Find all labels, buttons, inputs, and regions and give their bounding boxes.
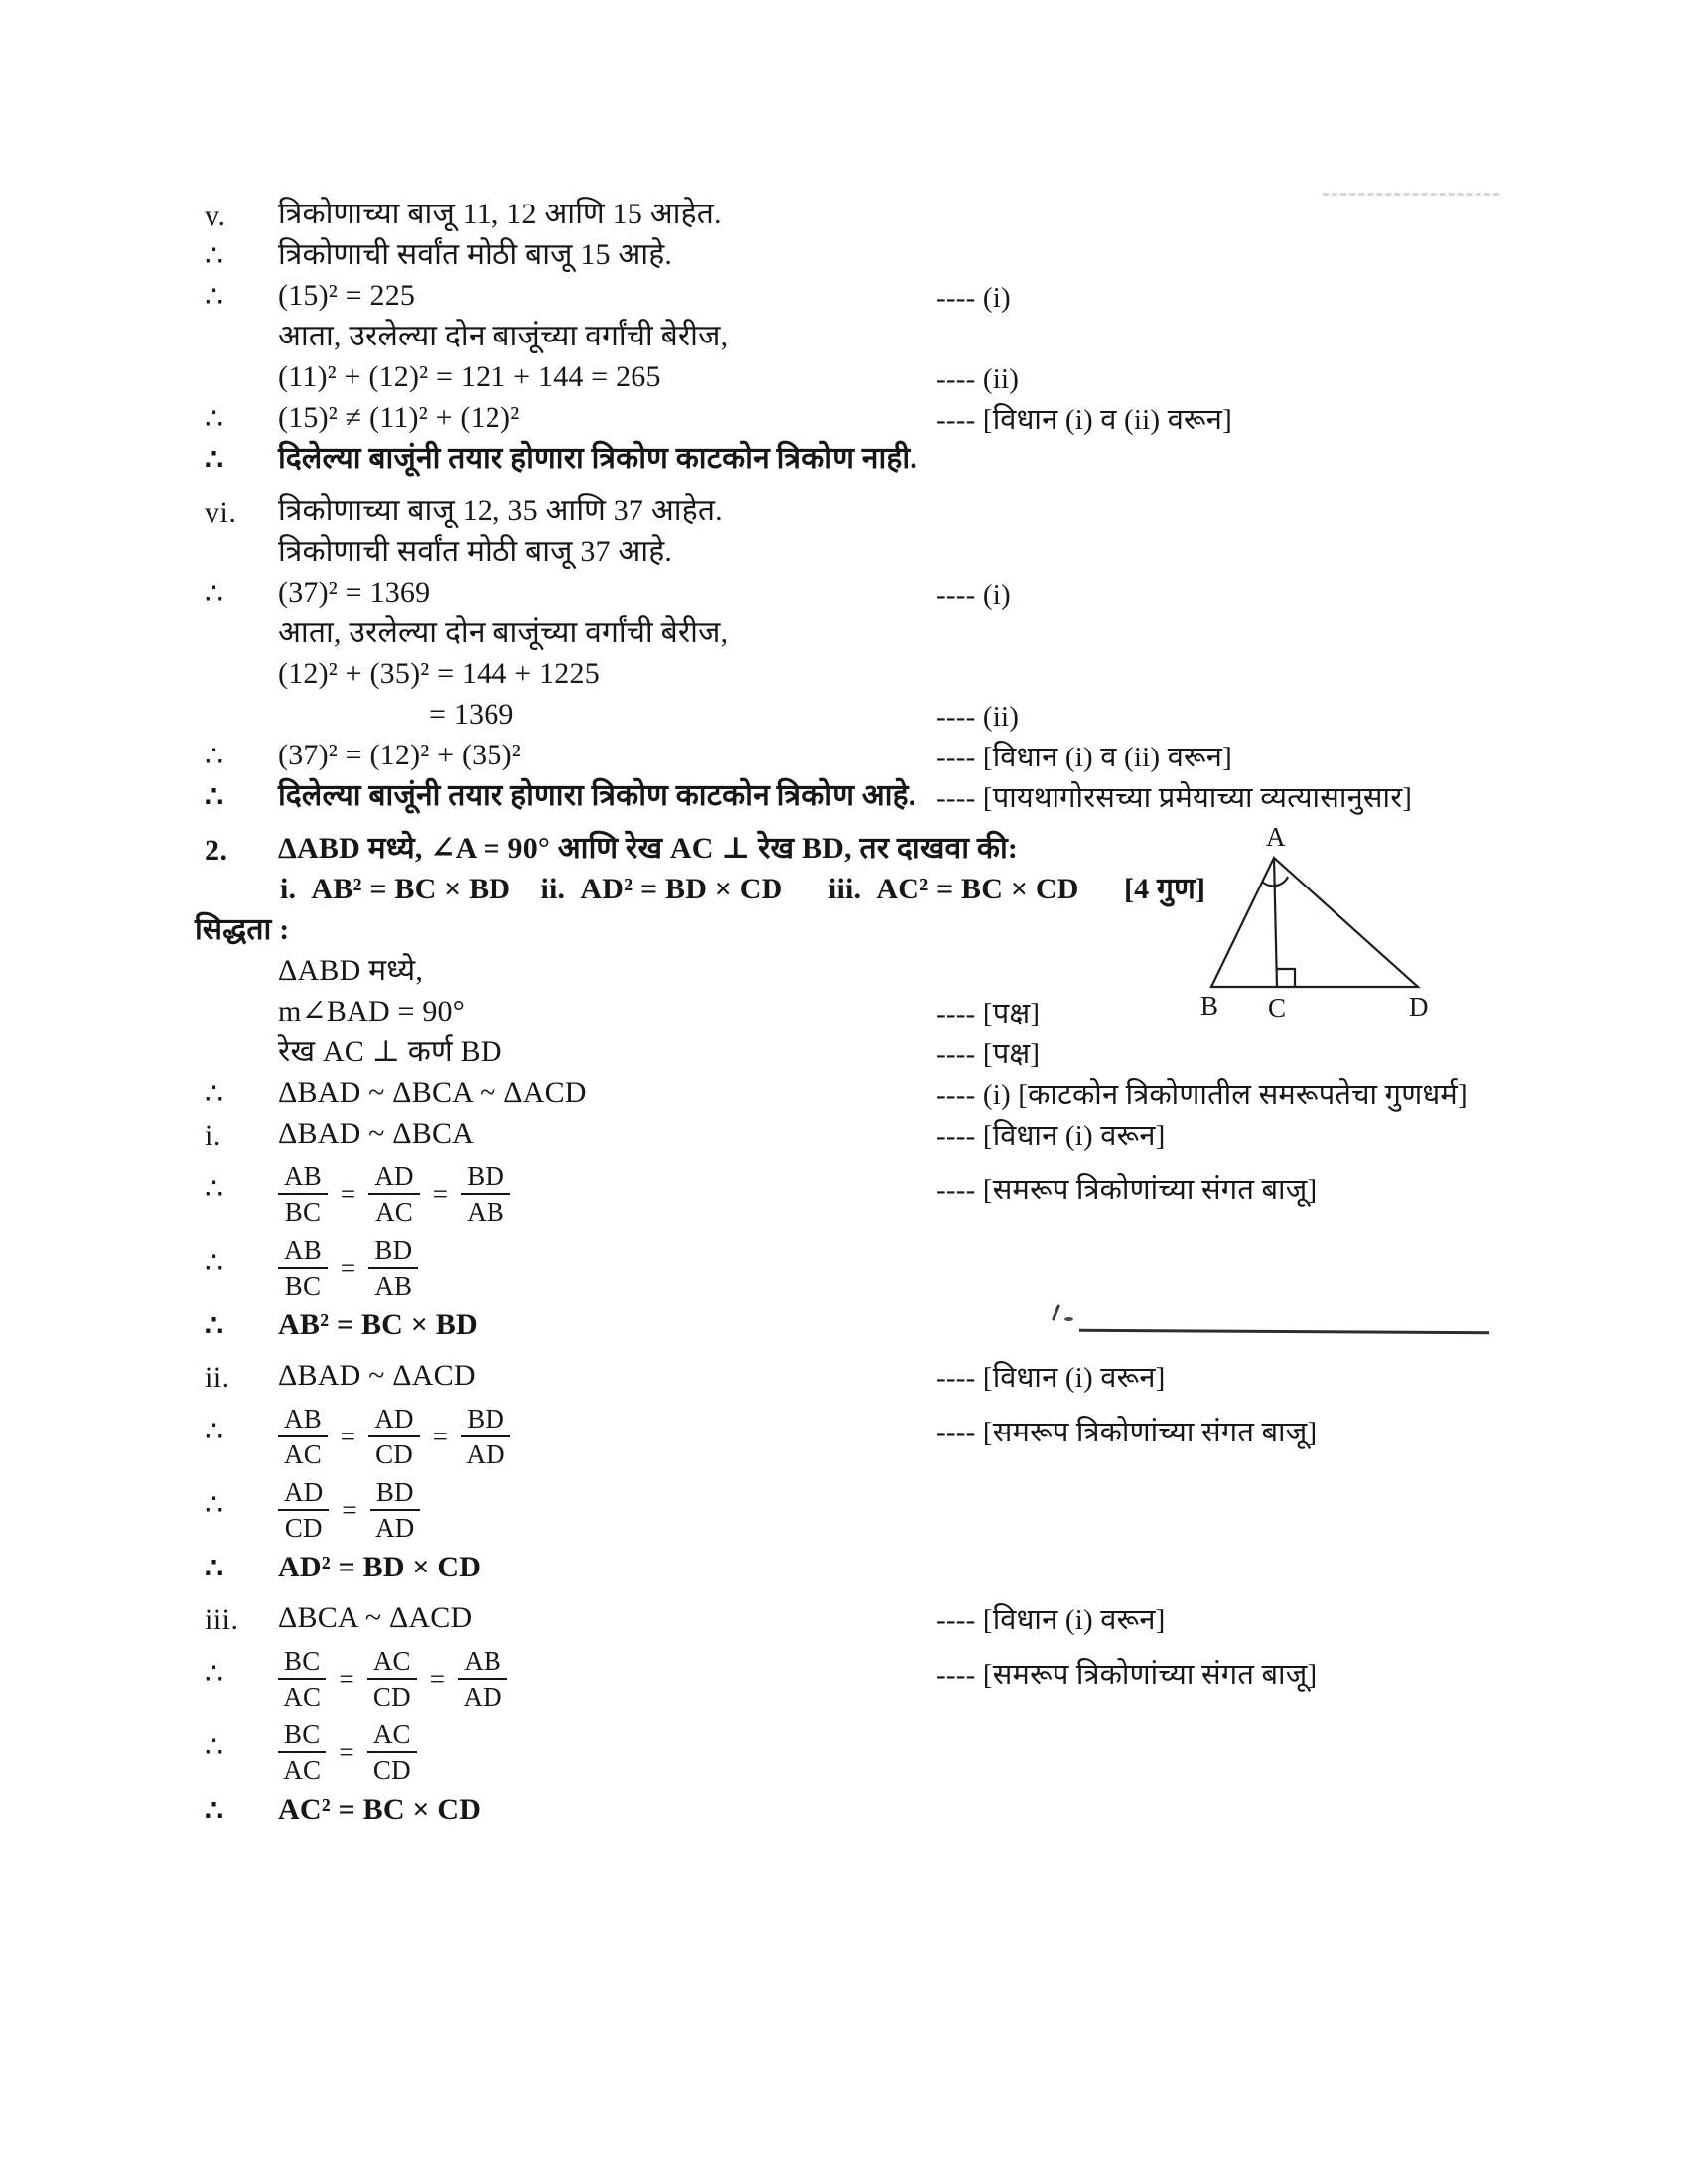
line-annotation: ---- (i) [काटकोन त्रिकोणातील समरूपतेचा गुणधर्म]	[936, 1079, 1468, 1111]
line-marker: iii.	[205, 1603, 239, 1636]
scan-artifact-pen-dot	[1064, 1317, 1073, 1321]
solution-line	[0, 1472, 1688, 1546]
line-text: रेख AC ⊥ कर्ण BD	[278, 1035, 502, 1068]
line-text: ΔBCA ~ ΔACD	[278, 1601, 473, 1634]
line-text: त्रिकोणाच्या बाजू 12, 35 आणि 37 आहेत.	[278, 494, 723, 527]
line-annotation: ---- [विधान (i) वरून]	[936, 1604, 1166, 1636]
fraction: $\frac{AB}{AC}$	[278, 1405, 328, 1469]
line-marker: ∴	[205, 1658, 224, 1692]
solution-line	[0, 697, 1688, 738]
fraction: $\frac{AD}{CD}$	[278, 1478, 329, 1543]
line-text: (37)² = (12)² + (35)²	[278, 739, 521, 771]
fraction: $\frac{AC}{CD}$	[367, 1647, 417, 1711]
line-marker: 2.	[205, 834, 228, 867]
line-annotation: ---- [समरूप त्रिकोणांच्या संगत बाजू]	[936, 1658, 1318, 1691]
line-marker: ii.	[205, 1361, 230, 1394]
line-text: m∠BAD = 90°	[278, 995, 465, 1027]
line-marker: ∴	[205, 240, 224, 273]
fraction: $\frac{BD}{AD}$	[370, 1478, 420, 1543]
solution-line	[0, 534, 1688, 575]
line-annotation: ---- (i)	[936, 579, 1011, 611]
line-fractions	[278, 1401, 526, 1469]
line-marker: vi.	[205, 496, 237, 529]
fraction: $\frac{AD}{CD}$	[368, 1405, 419, 1469]
triangle-diagram	[1196, 820, 1445, 1024]
line-fractions	[278, 1716, 433, 1785]
solution-line	[0, 493, 1688, 534]
solution-line	[0, 615, 1688, 656]
equals-sign: =	[342, 1495, 357, 1526]
solution-line	[0, 441, 1688, 481]
line-text: (11)² + (12)² = 121 + 144 = 265	[278, 360, 661, 393]
solution-line	[0, 1600, 1688, 1641]
line-text: त्रिकोणाची सर्वांत मोठी बाजू 37 आहे.	[278, 535, 673, 568]
solution-line	[0, 1792, 1688, 1833]
solution-line	[0, 197, 1688, 237]
line-fractions	[278, 1232, 434, 1300]
equals-sign: =	[340, 1422, 356, 1452]
line-text: AB² = BC × BD	[278, 1308, 478, 1341]
line-annotation: ---- [पायथागोरसच्या प्रमेयाच्या व्यत्यासानुसार]	[936, 782, 1413, 814]
line-marker: ∴	[205, 403, 224, 436]
line-text: ΔABD मध्ये,	[278, 954, 424, 987]
solution-line	[0, 359, 1688, 400]
solution-line	[0, 400, 1688, 441]
line-text: ΔBAD ~ ΔBCA	[278, 1117, 475, 1150]
line-fractions	[278, 1159, 526, 1227]
line-text: AD² = BD × CD	[278, 1551, 482, 1583]
line-marker: ∴	[205, 1553, 224, 1585]
equals-sign: =	[432, 1179, 449, 1210]
line-annotation: ---- [पक्ष]	[936, 998, 1041, 1029]
triangle-outline	[1211, 858, 1418, 987]
line-text: सिद्धता :	[195, 913, 290, 946]
line-marker: ∴	[205, 1247, 224, 1281]
solution-line	[0, 1358, 1688, 1399]
altitude-ac	[1274, 858, 1277, 987]
line-annotation: ---- [पक्ष]	[936, 1038, 1041, 1070]
solution-line	[0, 1230, 1688, 1303]
line-fractions	[278, 1474, 436, 1543]
fraction: $\frac{AB}{BC}$	[278, 1236, 328, 1300]
solution-line	[0, 278, 1688, 319]
line-text: (15)² ≠ (11)² + (12)²	[278, 401, 520, 434]
line-annotation: ---- (i)	[936, 282, 1011, 314]
line-annotation: ---- (ii)	[936, 363, 1020, 395]
line-text: ΔBAD ~ ΔACD	[278, 1359, 476, 1392]
solution-line	[0, 1116, 1688, 1157]
line-marker: ∴	[205, 1173, 224, 1207]
line-marker: i.	[205, 1119, 221, 1152]
line-annotation: ---- [समरूप त्रिकोणांच्या संगत बाजू]	[936, 1173, 1318, 1206]
solution-line	[0, 1034, 1688, 1075]
solution-line	[0, 1075, 1688, 1116]
equals-sign: =	[339, 1664, 354, 1695]
solution-line	[0, 1399, 1688, 1472]
line-annotation: ---- [विधान (i) वरून]	[936, 1362, 1166, 1394]
equals-sign: =	[339, 1737, 354, 1768]
solution-line	[0, 1307, 1688, 1348]
line-fractions	[278, 1643, 523, 1711]
solution-line	[0, 1157, 1688, 1230]
line-marker: ∴	[205, 1795, 224, 1828]
line-text: आता, उरलेल्या दोन बाजूंच्या वर्गांची बेरीज,	[278, 616, 729, 649]
line-annotation: ---- [विधान (i) व (ii) वरून]	[936, 404, 1232, 436]
line-marker: ∴	[205, 281, 224, 314]
vertex-label-d: D	[1409, 992, 1429, 1022]
scan-artifact-dashed-line	[1323, 193, 1499, 196]
vertex-label-b: B	[1200, 991, 1219, 1021]
line-text: (37)² = 1369	[278, 576, 431, 609]
line-marker: ∴	[205, 741, 224, 773]
line-text: आता, उरलेल्या दोन बाजूंच्या वर्गांची बेरीज,	[278, 320, 729, 352]
solution-line	[0, 319, 1688, 359]
line-text: त्रिकोणाची सर्वांत मोठी बाजू 15 आहे.	[278, 238, 673, 271]
line-text: AC² = BC × CD	[278, 1793, 482, 1826]
fraction: $\frac{BC}{AC}$	[278, 1647, 326, 1711]
equals-sign: =	[432, 1422, 449, 1452]
fraction: $\frac{BC}{AC}$	[278, 1720, 326, 1785]
solution-line	[0, 575, 1688, 615]
line-marker: ∴	[205, 781, 224, 814]
fraction: $\frac{AB}{BC}$	[278, 1162, 328, 1227]
triangle-svg	[1196, 820, 1445, 1024]
line-text: दिलेल्या बाजूंनी तयार होणारा त्रिकोण काटकोन त्रिकोण नाही.	[278, 442, 918, 475]
right-angle-mark-c	[1277, 969, 1295, 987]
solution-line	[0, 1550, 1688, 1590]
equals-sign: =	[340, 1253, 356, 1284]
line-text: = 1369	[429, 698, 514, 731]
equals-sign: =	[429, 1664, 446, 1695]
line-marker: ∴	[205, 578, 224, 611]
vertex-label-a: A	[1266, 822, 1286, 852]
line-text: त्रिकोणाच्या बाजू 11, 12 आणि 15 आहेत.	[278, 198, 722, 230]
equals-sign: =	[340, 1179, 356, 1210]
line-annotation: ---- [विधान (i) व (ii) वरून]	[936, 742, 1232, 773]
fraction: $\frac{AD}{AC}$	[368, 1162, 419, 1227]
solution-line	[0, 778, 1688, 819]
solution-line	[0, 738, 1688, 778]
line-marker: ∴	[205, 444, 224, 477]
fraction: $\frac{AB}{AD}$	[458, 1647, 507, 1711]
line-text: दिलेल्या बाजूंनी तयार होणारा त्रिकोण काटकोन त्रिकोण आहे.	[278, 779, 916, 812]
solution-line	[0, 1714, 1688, 1788]
fraction: $\frac{BD}{AB}$	[461, 1162, 510, 1227]
line-marker: ∴	[205, 1489, 224, 1523]
line-text: ΔBAD ~ ΔBCA ~ ΔACD	[278, 1076, 587, 1109]
line-marker: ∴	[205, 1731, 224, 1765]
line-marker: ∴	[205, 1416, 224, 1449]
line-text: (12)² + (35)² = 144 + 1225	[278, 657, 600, 690]
line-marker: v.	[205, 200, 226, 232]
fraction: $\frac{AC}{CD}$	[367, 1720, 417, 1785]
line-marker: ∴	[205, 1078, 224, 1111]
solution-line	[0, 237, 1688, 278]
line-annotation: ---- [समरूप त्रिकोणांच्या संगत बाजू]	[936, 1416, 1318, 1448]
solution-line	[0, 1641, 1688, 1714]
solution-line	[0, 656, 1688, 697]
vertex-label-c: C	[1268, 993, 1287, 1023]
fraction: $\frac{BD}{AB}$	[368, 1236, 418, 1300]
line-text: ΔABD मध्ये, ∠A = 90° आणि रेख AC ⊥ रेख BD, तर दाखवा की:	[278, 832, 1019, 865]
line-annotation: ---- [विधान (i) वरून]	[936, 1120, 1166, 1152]
line-text: i. AB² = BC × BD ii. AD² = BD × CD iii. AC² = BC × CD [4 गुण]	[280, 873, 1206, 905]
line-marker: ∴	[205, 1310, 224, 1343]
line-annotation: ---- (ii)	[936, 701, 1020, 733]
fraction: $\frac{BD}{AD}$	[461, 1405, 510, 1469]
line-text: (15)² = 225	[278, 279, 416, 312]
